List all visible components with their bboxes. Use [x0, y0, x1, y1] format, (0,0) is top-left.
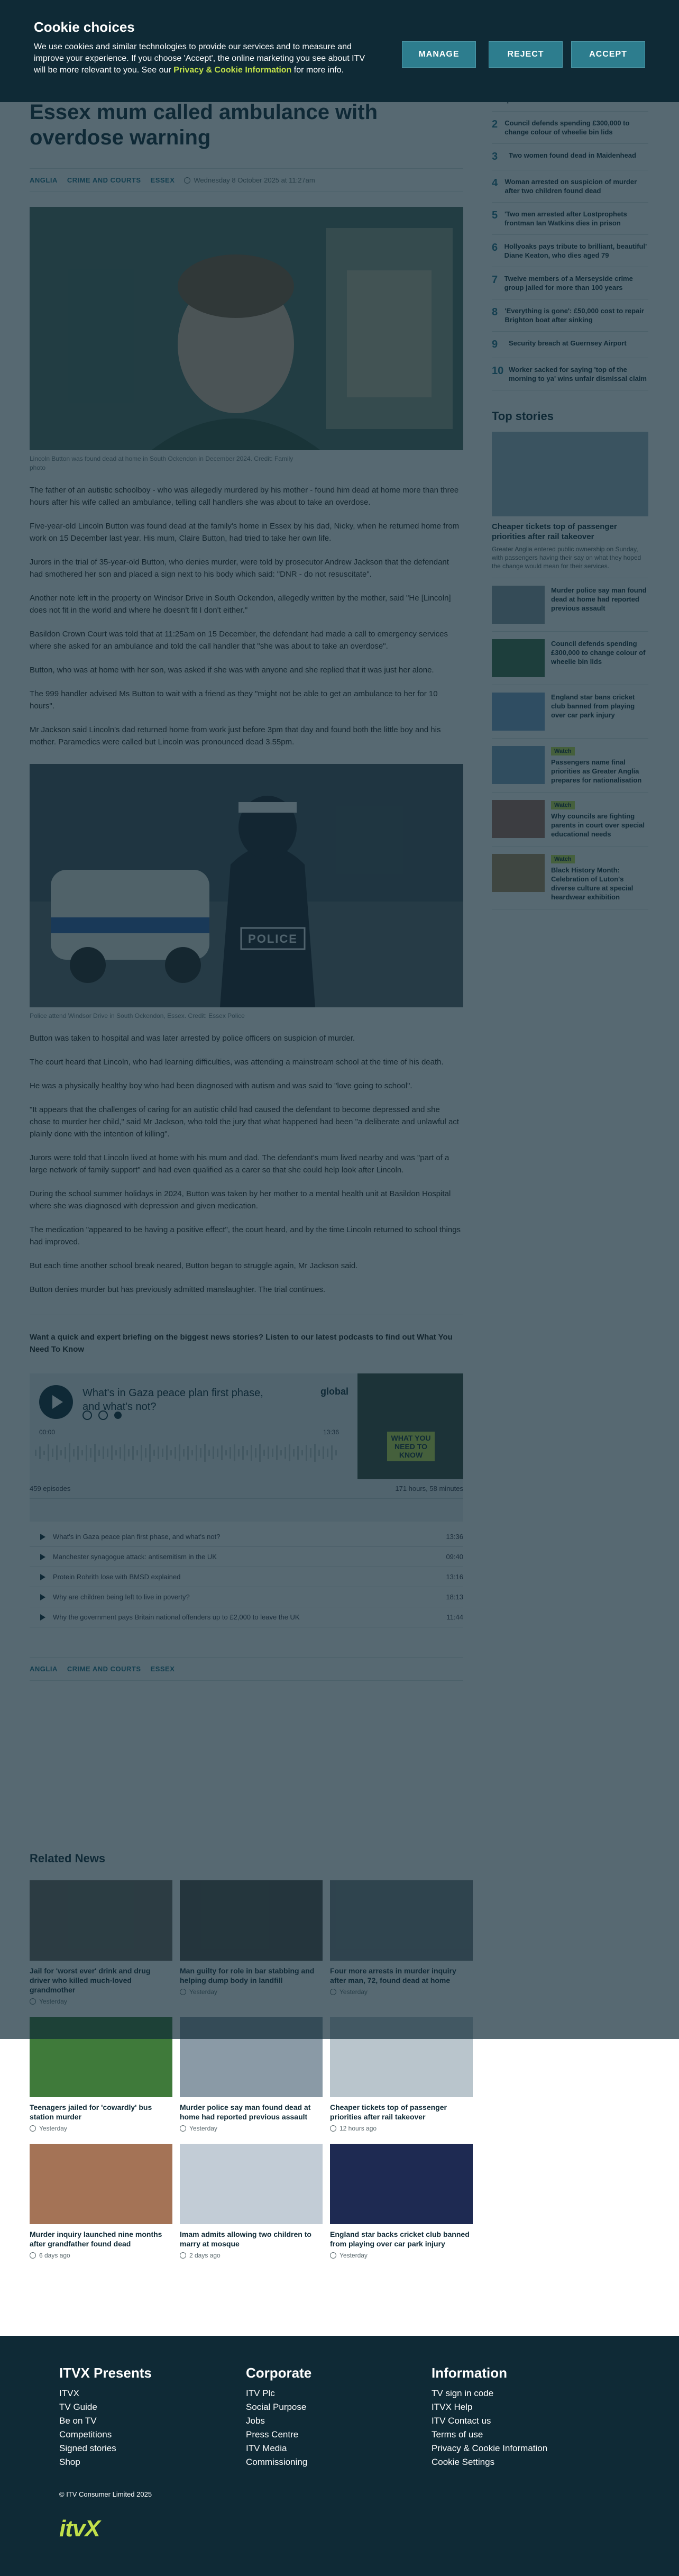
footer-link[interactable]: ITVX — [59, 2388, 79, 2398]
footer-link[interactable]: Cookie Settings — [432, 2457, 495, 2467]
related-card-title: England star backs cricket club banned from playing over car park injury — [330, 2230, 470, 2248]
footer-link[interactable]: Social Purpose — [246, 2402, 307, 2412]
related-time-text: Yesterday — [39, 2125, 67, 2132]
related-card-time — [30, 2125, 172, 2132]
related-card[interactable] — [30, 2144, 172, 2259]
footer-link[interactable]: ITVX Help — [432, 2402, 473, 2412]
footer-link[interactable]: Jobs — [246, 2416, 265, 2426]
related-card-time — [180, 2252, 323, 2259]
related-time-text: 2 days ago — [189, 2252, 221, 2259]
clock-icon — [330, 2252, 336, 2259]
footer-link[interactable]: Terms of use — [432, 2429, 483, 2440]
clock-icon — [330, 2125, 336, 2132]
related-card-time — [330, 2125, 473, 2132]
footer-link[interactable]: ITV Plc — [246, 2388, 275, 2398]
related-card-title: Teenagers jailed for 'cowardly' bus station murder — [30, 2103, 152, 2121]
related-card-time — [30, 2252, 172, 2259]
privacy-link[interactable]: Privacy & Cookie Information — [173, 66, 292, 75]
copyright: © ITV Consumer Limited 2025 — [59, 2490, 152, 2498]
cookie-text-end: for more info. — [293, 66, 344, 75]
footer-link[interactable]: Privacy & Cookie Information — [432, 2443, 548, 2453]
footer-col-corporate — [246, 2365, 415, 2469]
footer-link[interactable]: Be on TV — [59, 2416, 97, 2426]
footer-link[interactable]: ITV Contact us — [432, 2416, 491, 2426]
footer-col-information — [432, 2365, 601, 2469]
cookie-banner — [0, 0, 679, 102]
footer-col-itvx — [59, 2365, 228, 2469]
related-card-title: Murder inquiry launched nine months after grandfather found dead — [30, 2230, 162, 2248]
related-thumbnail — [330, 2144, 473, 2224]
related-thumbnail — [180, 2144, 323, 2224]
clock-icon — [180, 2252, 186, 2259]
clock-icon — [30, 2125, 36, 2132]
manage-button[interactable]: MANAGE — [402, 41, 476, 68]
related-card-title: Cheaper tickets top of passenger priorities after rail takeover — [330, 2103, 447, 2121]
related-time-text: 12 hours ago — [340, 2125, 377, 2132]
itvx-logo[interactable]: itvX — [59, 2516, 100, 2542]
cookie-title: Cookie choices — [34, 19, 135, 35]
footer-link[interactable]: Commissioning — [246, 2457, 308, 2467]
footer-link[interactable]: Press Centre — [246, 2429, 299, 2440]
related-card[interactable] — [180, 2144, 323, 2259]
clock-icon — [30, 2252, 36, 2259]
footer-link[interactable]: TV Guide — [59, 2402, 97, 2412]
cookie-text: We use cookies and similar technologies to provide our services and to measure and improve your experience. If you choose 'Accept', the online marketing you see about ITV will be more relevant to you. See our — [34, 42, 365, 75]
related-card-title: Murder police say man found dead at home had reported previous assault — [180, 2103, 311, 2121]
related-time-text: Yesterday — [189, 2125, 217, 2132]
related-card-time — [180, 2125, 323, 2132]
cookie-body — [34, 41, 372, 76]
related-card-time — [330, 2252, 473, 2259]
related-time-text: 6 days ago — [39, 2252, 70, 2259]
related-card-title: Imam admits allowing two children to marry at mosque — [180, 2230, 311, 2248]
footer-link[interactable]: ITV Media — [246, 2443, 287, 2453]
footer-link[interactable]: TV sign in code — [432, 2388, 494, 2398]
footer-col-title: ITVX Presents — [59, 2365, 152, 2381]
related-thumbnail — [30, 2144, 172, 2224]
footer — [0, 2336, 679, 2576]
footer-col-title: Corporate — [246, 2365, 312, 2381]
footer-col-title: Information — [432, 2365, 507, 2381]
related-card[interactable] — [330, 2144, 473, 2259]
footer-link[interactable]: Signed stories — [59, 2443, 116, 2453]
reject-button[interactable]: REJECT — [489, 41, 563, 68]
related-time-text: Yesterday — [340, 2252, 368, 2259]
footer-link[interactable]: Competitions — [59, 2429, 112, 2440]
clock-icon — [180, 2125, 186, 2132]
footer-link[interactable]: Shop — [59, 2457, 80, 2467]
accept-button[interactable]: ACCEPT — [571, 41, 645, 68]
